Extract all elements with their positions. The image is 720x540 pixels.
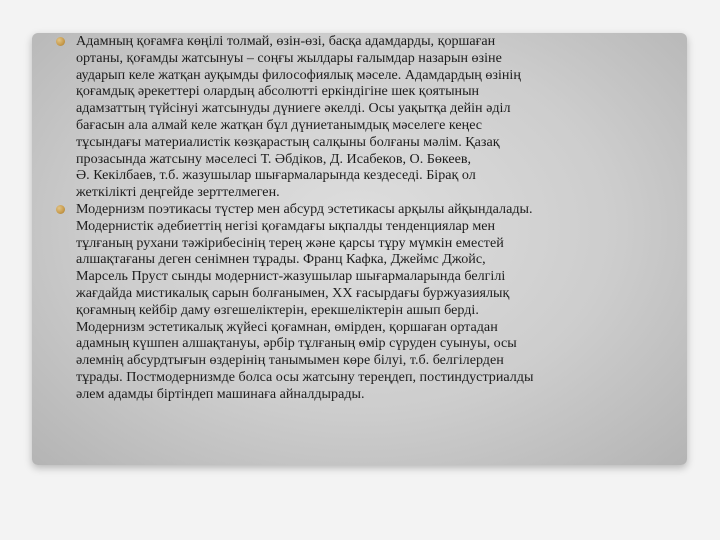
- text-line: бағасын ала алмай келе жатқан бұл дүниетанымдық мәселеге кеңес: [76, 116, 483, 133]
- text-line: қоғамдық әрекеттері олардың абсолютті еркіндігіне шек қоятынын: [76, 83, 480, 100]
- text-line: жағдайда мистикалық сарын болғанымен, XX ғасырдағы буржуазиялық: [76, 284, 510, 301]
- text-line: Ә. Кекілбаев, т.б. жазушылар шығармаларында кездеседі. Бірақ ол: [76, 167, 476, 184]
- text-line: прозасында жатсыну мәселесі Т. Әбдіков, Д. Исабеков, О. Бөкеев,: [76, 150, 472, 167]
- text-line: тұлғаның рухани тәжірибесінің терең және қарсы тұру мүмкін еместей: [76, 234, 504, 251]
- text-line: Адамның қоғамға көңілі толмай, өзін-өзі, басқа адамдарды, қоршаған: [76, 33, 496, 49]
- text-line: алшақтағаны деген сенімнен тұрады. Франц Кафка, Джеймс Джойс,: [76, 251, 486, 268]
- bullet-dot-icon: [56, 205, 65, 214]
- text-line: тұрады. Постмодернизмде болса осы жатсыну тереңдеп, постиндустриалды: [76, 368, 534, 385]
- bullet-dot-icon: [56, 37, 65, 46]
- text-line: ортаны, қоғамды жатсынуы – соңғы жылдары ғалымдар назарын өзіне: [76, 49, 502, 66]
- text-line: әлемнің абсурдтығын өздерінің танымымен көре білуі, т.б. белгілерден: [76, 352, 504, 369]
- text-line: Модернизм поэтикасы түстер мен абсурд эстетикасы арқылы айқындалады.: [76, 200, 533, 217]
- text-line: Марсель Пруст сынды модернист-жазушылар шығармаларында белгілі: [76, 268, 506, 285]
- text-line: әлем адамды біртіндеп машинаға айналдырады.: [76, 385, 365, 402]
- text-line: адамның күшпен алшақтануы, әрбір тұлғаның өмір сүруден суынуы, осы: [76, 335, 517, 352]
- text-line: Модернизм эстетикалық жүйесі қоғамнан, өмірден, қоршаған ортадан: [76, 318, 498, 335]
- text-line: аударып келе жатқан ауқымды философиялық мәселе. Адамдардың өзінің: [76, 66, 521, 83]
- text-line: қоғамның кейбір даму өзгешеліктерін, ерекшеліктерін ашып берді.: [76, 301, 479, 318]
- text-line: адамзаттың түйсінуі жатсынуды дүниеге әкелді. Осы уақытқа дейін әділ: [76, 100, 511, 117]
- text-line: тұсындағы материалистік көзқарастың салқыны болғаны мәлім. Қазақ: [76, 133, 500, 150]
- text-line: Модернистік әдебиеттің негізі қоғамдағы ықпалды тенденциялар мен: [76, 217, 496, 234]
- slide-body: [56, 33, 692, 403]
- bullet-item-alienation: [56, 33, 692, 201]
- bullet-item-modernism: [56, 201, 692, 403]
- text-line: жеткілікті деңгейде зерттелмеген.: [76, 184, 280, 201]
